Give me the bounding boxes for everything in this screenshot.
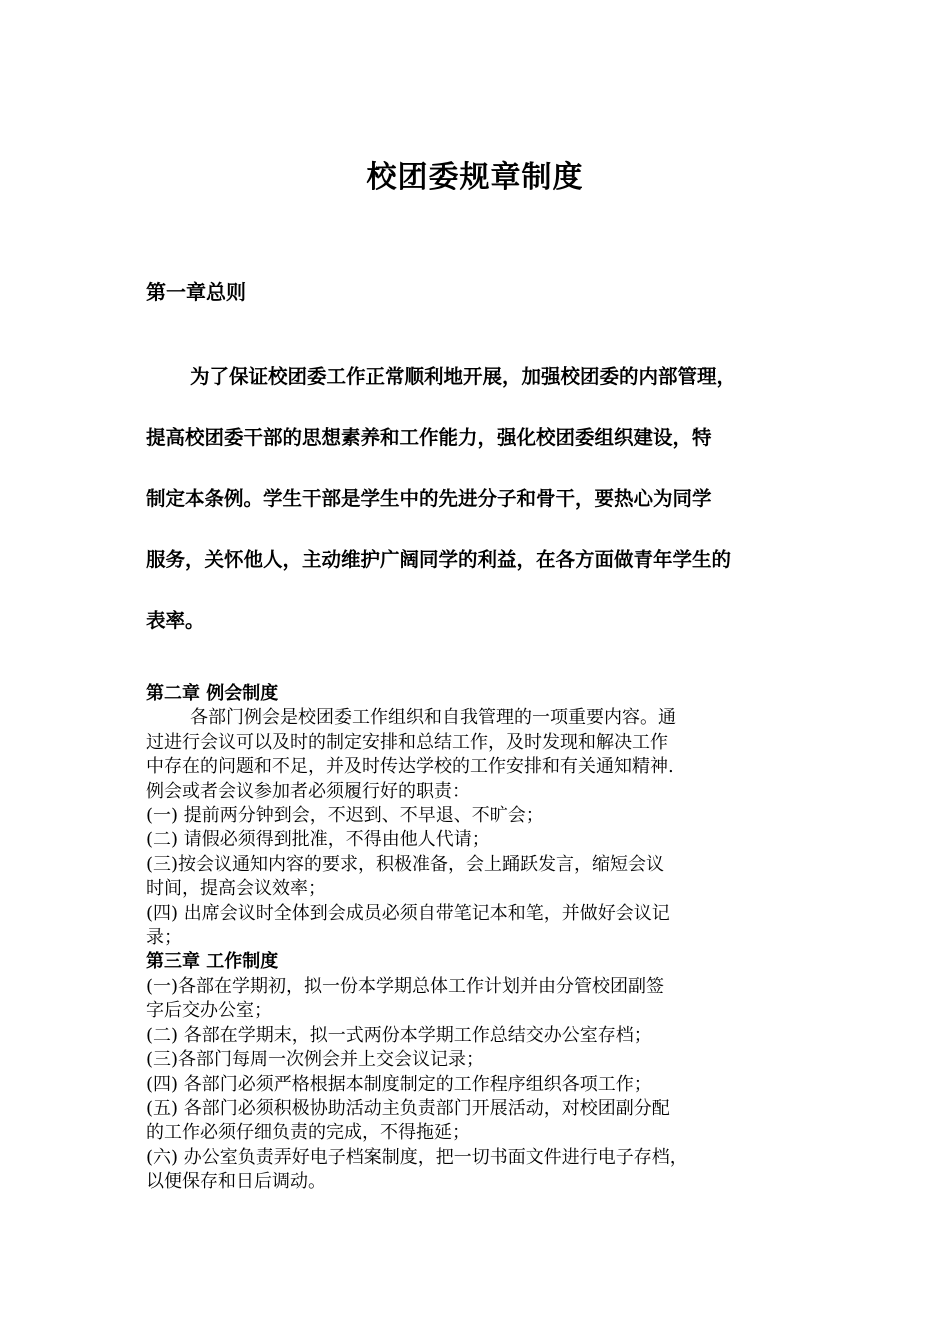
chapter3-line: (六) 办公室负责弄好电子档案制度，把一切书面文件进行电子存档， [146, 1146, 688, 1168]
chapter2-line: (四) 出席会议时全体到会成员必须自带笔记本和笔，并做好会议记 [146, 902, 670, 924]
document-title: 校团委规章制度 [366, 160, 584, 195]
chapter3-heading: 第三章 工作制度 [146, 951, 279, 973]
chapter1-line: 制定本条例。学生干部是学生中的先进分子和骨干，要热心为同学 [146, 487, 712, 510]
chapter3-line: (三)各部门每周一次例会并上交会议记录； [146, 1049, 485, 1071]
chapter2-line: (二) 请假必须得到批准，不得由他人代请； [146, 829, 490, 851]
chapter1-heading: 第一章总则 [146, 280, 246, 304]
chapter3-line: (二) 各部在学期末，拟一式两份本学期工作总结交办公室存档； [146, 1024, 652, 1046]
chapter1-line: 表率。 [146, 609, 205, 632]
chapter3-line: 字后交办公室； [146, 1000, 272, 1022]
chapter1-line: 为了保证校团委工作正常顺利地开展，加强校团委的内部管理， [190, 365, 737, 388]
chapter1-line: 服务，关怀他人，主动维护广阔同学的利益，在各方面做青年学生的 [146, 548, 732, 571]
chapter2-line: 各部门例会是校团委工作组织和自我管理的一项重要内容。通 [190, 707, 676, 729]
chapter2-line: (一) 提前两分钟到会，不迟到、不早退、不旷会； [146, 805, 544, 827]
chapter1-line: 提高校团委干部的思想素养和工作能力，强化校团委组织建设，特 [146, 426, 712, 449]
chapter2-line: 中存在的问题和不足，并及时传达学校的工作安排和有关通知精神. [146, 756, 674, 778]
chapter2-line: 例会或者会议参加者必须履行好的职责： [146, 780, 470, 802]
chapter2-heading: 第二章 例会制度 [146, 683, 279, 704]
chapters-2-3-body [146, 682, 816, 1195]
chapter2-line: (三)按会议通知内容的要求，积极准备，会上踊跃发言，缩短会议 [146, 853, 665, 875]
chapter1-body [146, 346, 811, 651]
chapter3-line: (四) 各部门必须严格根据本制度制定的工作程序组织各项工作； [146, 1073, 652, 1095]
chapter3-line: (五) 各部门必须积极协助活动主负责部门开展活动，对校团副分配 [146, 1097, 670, 1119]
chapter2-line: 时间，提高会议效率； [146, 878, 326, 900]
chapter2-line: 录； [146, 927, 182, 949]
chapter3-line: (一)各部在学期初，拟一份本学期总体工作计划并由分管校团副签 [146, 975, 665, 997]
chapter3-line: 以便保存和日后调动。 [146, 1171, 326, 1193]
chapter2-line: 过进行会议可以及时的制定安排和总结工作，及时发现和解决工作 [146, 731, 668, 753]
chapter3-line: 的工作必须仔细负责的完成，不得拖延； [146, 1122, 470, 1144]
